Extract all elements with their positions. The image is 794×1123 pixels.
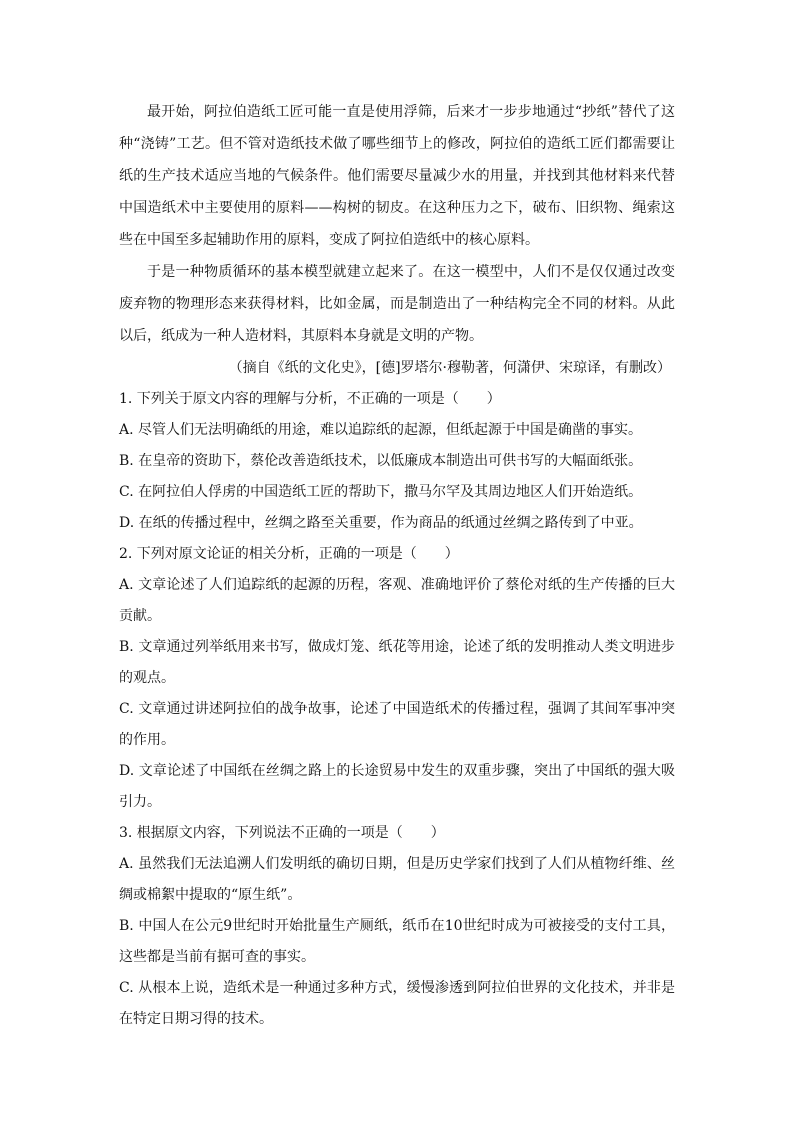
option-d: D. 文章论述了中国纸在丝绸之路上的长途贸易中发生的双重步骤，突出了中国纸的强大吸引力。 [119, 763, 675, 810]
option-b: B. 中国人在公元9世纪时开始批量生产厕纸，纸币在10世纪时成为可被接受的支付工具，这些都是当前有据可查的事实。 [119, 918, 675, 965]
option-a: A. 文章论述了人们追踪纸的起源的历程，客观、准确地评价了蔡伦对纸的生产传播的巨大贡献。 [119, 577, 675, 624]
question-2 [119, 539, 675, 818]
option-c: C. 文章通过讲述阿拉伯的战争故事，论述了中国造纸术的传播过程，强调了其间军事冲突的作用。 [119, 701, 675, 748]
option-a: A. 尽管人们无法明确纸的用途，难以追踪纸的起源，但纸起源于中国是确凿的事实。 [119, 422, 643, 438]
question-stem: 1. 下列关于原文内容的理解与分析，不正确的一项是（ ） [119, 391, 501, 407]
option-c: C. 从根本上说，造纸术是一种通过多种方式，缓慢渗透到阿拉伯世界的文化技术，并非是在特定日期习得的技术。 [119, 980, 675, 1027]
document-content [119, 96, 675, 1035]
question-3 [119, 818, 675, 1035]
option-d: D. 在纸的传播过程中，丝绸之路至关重要，作为商品的纸通过丝绸之路传到了中亚。 [119, 515, 643, 531]
option-b: B. 文章通过列举纸用来书写，做成灯笼、纸花等用途，论述了纸的发明推动人类文明进步的观点。 [119, 639, 675, 686]
option-a: A. 虽然我们无法追溯人们发明纸的确切日期，但是历史学家们找到了人们从植物纤维、丝绸或棉絮中提取的“原生纸”。 [119, 856, 675, 903]
question-stem: 3. 根据原文内容，下列说法不正确的一项是（ ） [119, 825, 445, 841]
passage-source: （摘自《纸的文化史》，[德]罗塔尔·穆勒著，何潇伊、宋琼译，有删改） [228, 360, 671, 376]
passage-paragraph-1: 最开始，阿拉伯造纸工匠可能一直是使用浮筛，后来才一步步地通过“抄纸”替代了这种“浇铸”工艺。但不管对造纸技术做了哪些细节上的修改，阿拉伯的造纸工匠们都需要让纸的生产技术适应当地的气候条件。他们需要尽量减少水的用量，并找到其他材料来代替中国造纸术中主要使用的原料——构树的韧皮。在这种压力之下，破布、旧织物、绳索这些在中国至多起辅助作用的原料，变成了阿拉伯造纸中的核心原料。 [119, 104, 675, 248]
passage-paragraph-2: 于是一种物质循环的基本模型就建立起来了。在这一模型中，人们不是仅仅通过改变废弃物的物理形态来获得材料，比如金属，而是制造出了一种结构完全不同的材料。从此以后，纸成为一种人造材料，其原料本身就是文明的产物。 [119, 264, 675, 344]
option-c: C. 在阿拉伯人俘虏的中国造纸工匠的帮助下，撒马尔罕及其周边地区人们开始造纸。 [119, 484, 643, 500]
question-stem: 2. 下列对原文论证的相关分析，正确的一项是（ ） [119, 546, 459, 562]
question-1 [119, 384, 675, 539]
option-b: B. 在皇帝的资助下，蔡伦改善造纸技术，以低廉成本制造出可供书写的大幅面纸张。 [119, 453, 643, 469]
